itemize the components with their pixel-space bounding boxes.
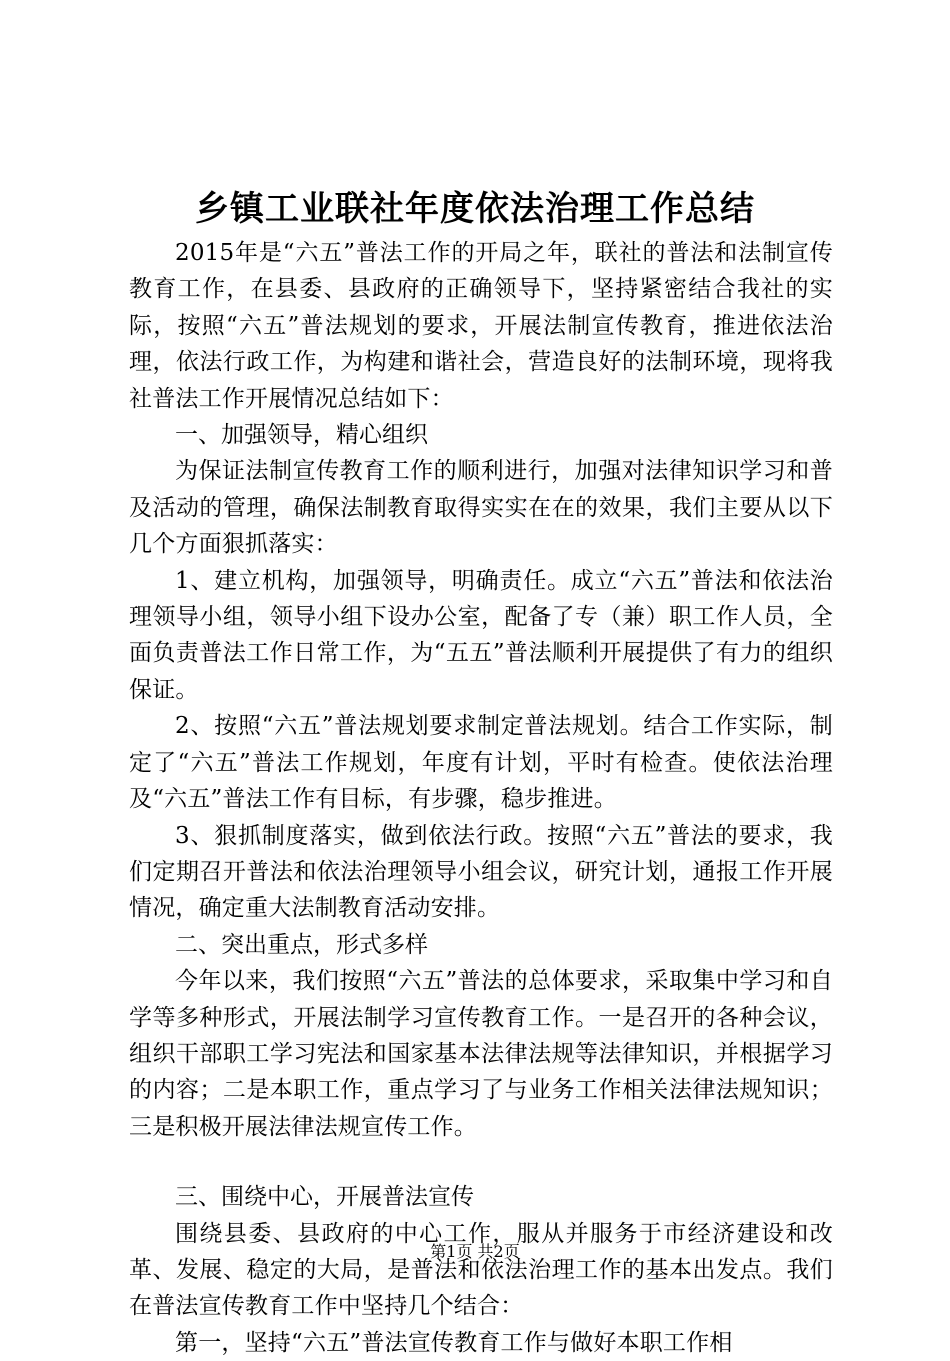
document-body — [129, 235, 833, 1361]
paragraph-item-1: 1、建立机构，加强领导，明确责任。成立“六五”普法和依法治理领导小组，领导小组下设办公室，配备了专（兼）职工作人员，全面负责普法工作日常工作，为“五五”普法顺利开展提供了有力的组织保证。 — [129, 567, 833, 703]
paragraph-section-1: 为保证法制宣传教育工作的顺利进行，加强对法律知识学习和普及活动的管理，确保法制教育取得实实在在的效果，我们主要从以下几个方面狠抓落实： — [129, 458, 833, 558]
page-footer: 第1页 共2页 — [430, 1242, 520, 1261]
paragraph-section-2: 今年以来，我们按照“六五”普法的总体要求，采取集中学习和自学等多种形式，开展法制学习宣传教育工作。一是召开的各种会议，组织干部职工学习宪法和国家基本法律法规等法律知识，并根据学习的内容；二是本职工作，重点学习了与业务工作相关法律法规知识；三是积极开展法律法规宣传工作。 — [129, 968, 833, 1140]
paragraph-item-3: 3、狠抓制度落实，做到依法行政。按照“六五”普法的要求，我们定期召开普法和依法治理领导小组会议，研究计划，通报工作开展情况，确定重大法制教育活动安排。 — [129, 822, 833, 922]
blank-line — [129, 1145, 833, 1179]
section-heading-1: 一、加强领导，精心组织 — [175, 422, 428, 449]
paragraph-first-point: 第一，坚持“六五”普法宣传教育工作与做好本职工作相 — [175, 1329, 733, 1356]
paragraph-item-2: 2、按照“六五”普法规划要求制定普法规划。结合工作实际，制定了“六五”普法工作规划，年度有计划，平时有检查。使依法治理及“六五”普法工作有目标，有步骤，稳步推进。 — [129, 713, 833, 813]
section-heading-3: 三、围绕中心，开展普法宣传 — [175, 1184, 474, 1211]
paragraph-section-3: 围绕县委、县政府的中心工作，服从并服务于市经济建设和改革、发展、稳定的大局，是普法和依法治理工作的基本出发点。我们在普法宣传教育工作中坚持几个结合： — [129, 1220, 833, 1320]
document-title: 乡镇工业联社年度依法治理工作总结 — [195, 189, 755, 229]
paragraph-intro: 2015年是“六五”普法工作的开局之年，联社的普法和法制宣传教育工作，在县委、县政府的正确领导下，坚持紧密结合我社的实际，按照“六五”普法规划的要求，开展法制宣传教育，推进依法治理，依法行政工作，为构建和谐社会，营造良好的法制环境，现将我社普法工作开展情况总结如下： — [129, 240, 833, 412]
section-heading-2: 二、突出重点，形式多样 — [175, 931, 428, 958]
